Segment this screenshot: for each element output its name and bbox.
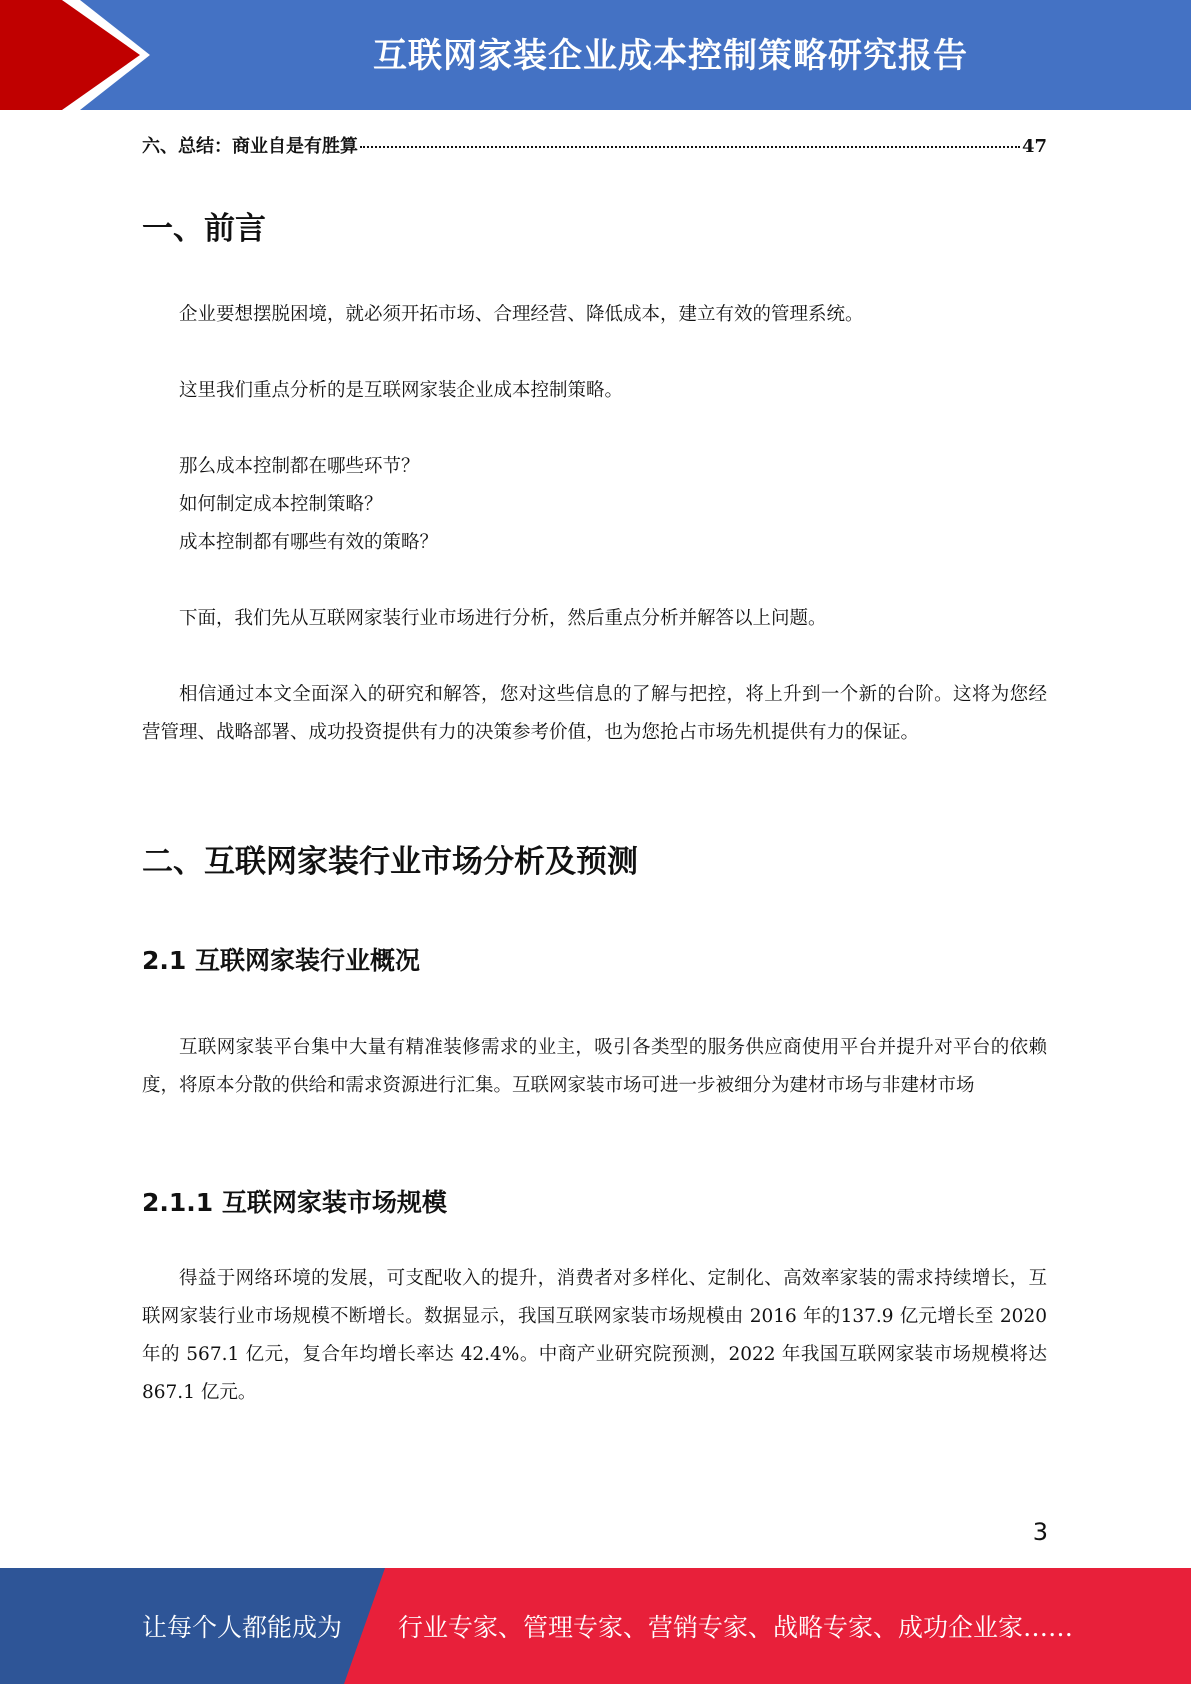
preface-question-2: 如何制定成本控制策略？ — [179, 494, 383, 515]
preface-paragraph-4: 相信通过本文全面深入的研究和解答，您对这些信息的了解与把控，将上升到一个新的台阶。这将为您经营管理、战略部署、成功投资提供有力的决策参考价值，也为您抢占市场先机提供有力的保证。 — [142, 684, 1047, 743]
scale-paragraph: 得益于网络环境的发展，可支配收入的提升，消费者对多样化、定制化、高效率家装的需求持续增长，互联网家装行业市场规模不断增长。数据显示，我国互联网家装市场规模由 2016 年的137.9 亿元增长至 2020 年的 567.1 亿元，复合年均增长率达 42.4%。中商产业研究院预测，2022 年我国互联网家装市场规模将达 867.1 亿元。 — [142, 1268, 1047, 1403]
header-title: 互联网家装企业成本控制策略研究报告 — [373, 36, 968, 76]
page-header — [0, 0, 1191, 110]
preface-question-1: 那么成本控制都在哪些环节？ — [179, 456, 420, 477]
toc-leader-dots — [360, 146, 1020, 148]
footer-slogan-left: 让每个人都能成为 — [142, 1613, 343, 1642]
overview-heading: 2.1 互联网家装行业概况 — [142, 946, 420, 975]
preface-question-3: 成本控制都有哪些有效的策略？ — [179, 532, 439, 553]
market-heading: 二、互联网家装行业市场分析及预测 — [142, 844, 638, 880]
toc-entry-label: 六、总结：商业自是有胜算 — [142, 136, 358, 157]
preface-paragraph-3: 下面，我们先从互联网家装行业市场进行分析，然后重点分析并解答以上问题。 — [179, 608, 827, 629]
preface-heading: 一、前言 — [142, 211, 266, 247]
footer-slogan-right: 行业专家、管理专家、营销专家、战略专家、成功企业家…… — [398, 1613, 1074, 1642]
preface-paragraph-2: 这里我们重点分析的是互联网家装企业成本控制策略。 — [179, 380, 624, 401]
overview-paragraph: 互联网家装平台集中大量有精准装修需求的业主，吸引各类型的服务供应商使用平台并提升对平台的依赖度，将原本分散的供给和需求资源进行汇集。互联网家装市场可进一步被细分为建材市场与非建材市场 — [142, 1037, 1047, 1096]
scale-heading: 2.1.1 互联网家装市场规模 — [142, 1188, 447, 1217]
toc-entry[interactable] — [142, 132, 1047, 158]
preface-paragraph-1: 企业要想摆脱困境，就必须开拓市场、合理经营、降低成本，建立有效的管理系统。 — [179, 304, 864, 325]
toc-entry-page: 47 — [1021, 136, 1047, 157]
page-number: 3 — [1032, 1518, 1048, 1546]
page-footer — [0, 1568, 1191, 1684]
